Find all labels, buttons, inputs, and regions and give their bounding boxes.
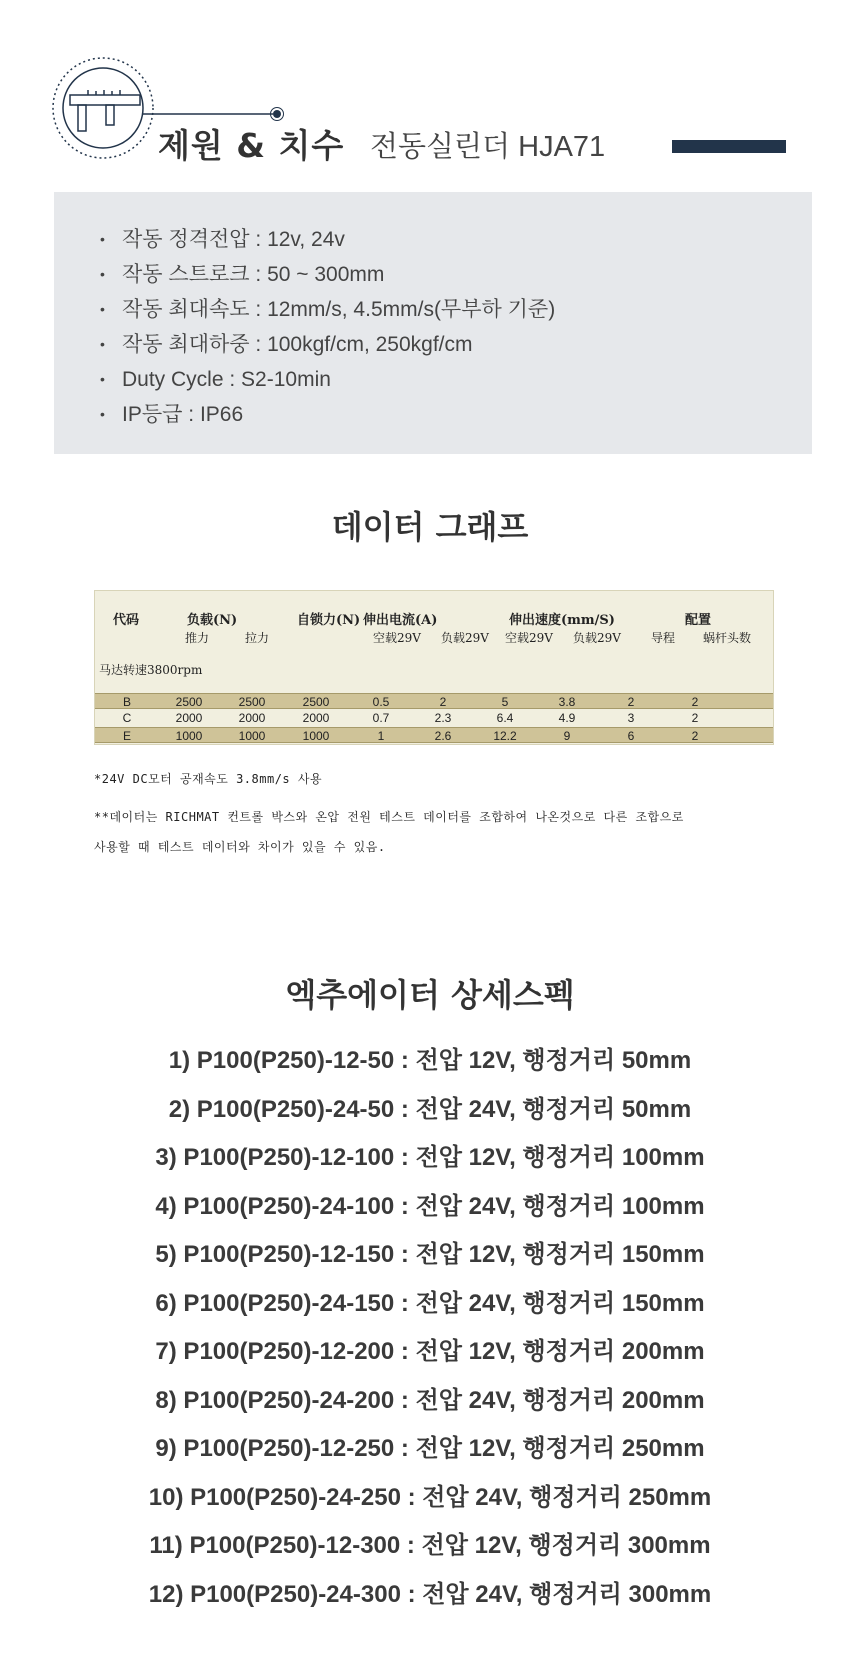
table-subheader: 空载29V xyxy=(505,631,553,645)
table-subheader: 负载29V xyxy=(573,631,621,645)
table-header-code: 代码 xyxy=(113,613,140,628)
model-item: 10) P100(P250)-24-250 : 전압 24V, 행정거리 250mm xyxy=(148,1483,712,1511)
table-header-current: 伸出电流(A) xyxy=(363,613,438,628)
spec-summary-box xyxy=(54,192,812,454)
spec-list xyxy=(100,222,555,432)
header-accent-bar xyxy=(672,140,786,153)
model-item: 5) P100(P250)-12-150 : 전압 12V, 행정거리 150mm xyxy=(155,1241,705,1268)
page-title: 제원 & 치수 xyxy=(158,126,345,165)
table-header-selflock: 自锁力(N) xyxy=(297,613,361,628)
table-row: C 2000 2000 2000 0.7 2.3 6.4 4.9 3 2 xyxy=(95,710,773,726)
model-item: 6) P100(P250)-24-150 : 전압 24V, 행정거리 150mm xyxy=(155,1289,705,1317)
table-subheader: 推力 xyxy=(185,631,210,645)
data-table xyxy=(94,590,774,745)
spec-item: • 작동 정격전압 : 12v, 24v xyxy=(100,228,345,251)
model-list xyxy=(0,1037,860,1619)
note-test-data: **데이터는 RICHMAT 컨트롤 박스와 온압 전원 테스트 데이터를 조합하여 나온것으로 다른 조합으로 xyxy=(94,810,684,824)
model-item: 7) P100(P250)-12-200 : 전압 12V, 행정거리 200mm xyxy=(155,1338,705,1365)
table-subheader: 拉力 xyxy=(245,631,270,645)
model-item: 1) P100(P250)-12-50 : 전압 12V, 행정거리 50mm xyxy=(168,1047,692,1074)
model-item: 3) P100(P250)-12-100 : 전압 12V, 행정거리 100mm xyxy=(155,1144,705,1171)
model-item: 4) P100(P250)-24-100 : 전압 24V, 행정거리 100mm xyxy=(155,1192,705,1220)
graph-section-title: 데이터 그래프 xyxy=(331,508,529,546)
table-header-load: 负载(N) xyxy=(187,613,238,628)
table-subheader: 蜗杆头数 xyxy=(703,631,752,645)
spec-item: • 작동 최대하중 : 100kgf/cm, 250kgf/cm xyxy=(100,333,473,356)
model-item: 9) P100(P250)-12-250 : 전압 12V, 행정거리 250mm xyxy=(155,1435,705,1462)
product-subtitle: 전동실린더 HJA71 xyxy=(370,131,606,163)
table-subheader: 空载29V xyxy=(373,631,421,645)
table-row: E 1000 1000 1000 1 2.6 12.2 9 6 2 xyxy=(95,727,773,743)
model-item: 8) P100(P250)-24-200 : 전압 24V, 행정거리 200mm xyxy=(155,1386,705,1414)
spec-item: • 작동 최대속도 : 12mm/s, 4.5mm/s(무부하 기준) xyxy=(100,298,556,321)
spec-header xyxy=(0,0,860,190)
model-item: 11) P100(P250)-12-300 : 전압 12V, 행정거리 300mm xyxy=(149,1532,711,1559)
note-test-data-cont: 사용할 때 테스트 데이터와 차이가 있을 수 있음. xyxy=(94,840,386,854)
spec-item: • Duty Cycle : S2-10min xyxy=(100,368,331,391)
spec-item: • IP등급 : IP66 xyxy=(100,403,244,426)
note-speed: *24V DC모터 공재속도 3.8mm/s 사용 xyxy=(94,772,323,786)
table-header-speed: 伸出速度(mm/S) xyxy=(509,613,615,628)
table-subheader: 导程 xyxy=(651,631,676,645)
motor-speed-note: 马达转速3800rpm xyxy=(99,663,203,677)
spec-item: • 작동 스트로크 : 50 ~ 300mm xyxy=(100,263,385,286)
detail-section-title: 엑추에이터 상세스펙 xyxy=(285,976,575,1014)
model-item: 2) P100(P250)-24-50 : 전압 24V, 행정거리 50mm xyxy=(168,1095,692,1123)
table-subheader: 负载29V xyxy=(441,631,489,645)
table-row: B 2500 2500 2500 0.5 2 5 3.8 2 2 xyxy=(95,693,773,709)
model-item: 12) P100(P250)-24-300 : 전압 24V, 행정거리 300mm xyxy=(148,1580,712,1608)
table-header-config: 配置 xyxy=(685,613,712,628)
